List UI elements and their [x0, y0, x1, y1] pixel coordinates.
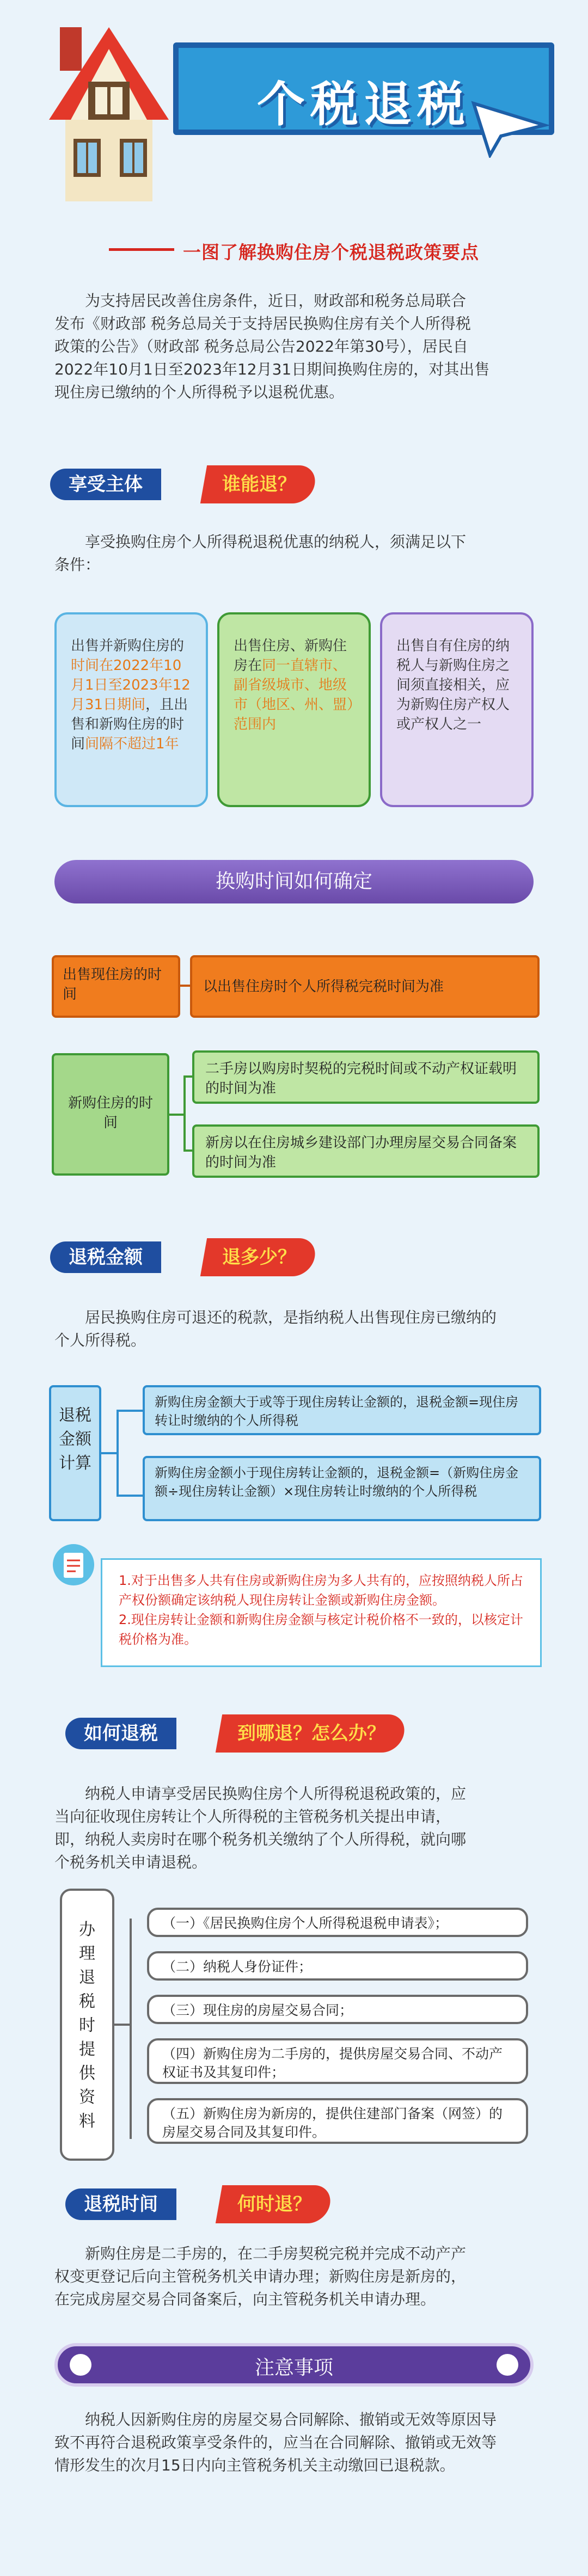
section1-intro-line: 条件：	[54, 556, 101, 574]
section-tag-right: 到哪退？怎么办？	[216, 1714, 407, 1753]
condition-card-time	[54, 612, 208, 807]
note-item: 1.对于出售多人共有住房或新购住房为多人共有的，应按照纳税人所占产权份额确定该纳税人现住房转让金额或新购住房金额。	[119, 1573, 523, 1608]
section4-intro-line: 纳税人申请享受居民换购住房个人所得税退税政策的，应	[85, 1785, 467, 1803]
section5-line: 权变更登记后向主管税务机关申请办理；新购住房是新房的，	[54, 2267, 467, 2285]
section-tag-how	[65, 1714, 479, 1753]
notice-bar	[54, 2343, 534, 2387]
section5-line: 在完成房屋交易合同备案后，向主管税务机关申请办理。	[54, 2290, 436, 2308]
section3-intro-line: 个人所得税。	[54, 1331, 146, 1349]
section4-intro-line: 个税务机关申请退税。	[54, 1853, 207, 1871]
section-tag-right: 退多少？	[200, 1238, 318, 1276]
intro-line: 为支持居民改善住房条件，近日，财政部和税务总局联合	[85, 292, 467, 310]
subtitle-divider	[109, 248, 174, 251]
subtitle: 一图了解换购住房个税退税政策要点	[183, 242, 479, 263]
intro-paragraph	[54, 290, 534, 404]
house-icon	[44, 16, 174, 201]
notepad-icon	[52, 1543, 95, 1587]
section6-line: 情形发生的次月15日内向主管税务机关主动缴回已退税款。	[54, 2456, 455, 2474]
section-tag-left: 退税金额	[50, 1241, 161, 1273]
intro-line: 发布《财政部 税务总局关于支持居民换购住房有关个人所得税	[54, 315, 471, 333]
connector	[169, 1114, 185, 1116]
section-tag-when	[65, 2185, 370, 2223]
sold-house-time-desc: 以出售住房时个人所得税完税时间为准	[190, 955, 540, 1018]
connector	[183, 1075, 186, 1152]
notes-box	[101, 1558, 542, 1667]
intro-line: 2022年10月1日至2023年12月31日期间换购住房的，对其出售	[54, 360, 490, 378]
condition-highlight: 间隔不超过1年	[85, 736, 179, 752]
subtitle-row	[109, 238, 555, 263]
section1-intro-line: 享受换购住房个人所得税退税优惠的纳税人，须满足以下	[85, 533, 467, 551]
section-tag-left: 如何退税	[65, 1718, 176, 1749]
calc-case-less: 新购住房金额小于现住房转让金额的，退税金额=（新购住房金额÷现住房转让金额）×现住房转让时缴纳的个人所得税	[143, 1456, 541, 1521]
connector	[130, 1919, 132, 2139]
pointing-hand-icon	[468, 93, 550, 158]
calc-label: 退税金额计算	[49, 1385, 101, 1521]
connector	[101, 1452, 118, 1454]
new-house-time-label: 新购住房的时间	[52, 1053, 169, 1176]
condition-text: 出售自有住房的纳税人与新购住房之间须直接相关，应为新购住房产权人或产权人之一	[396, 638, 510, 733]
section6-line: 致不再符合退税政策享受条件的，应当在合同解除、撤销或无效等	[54, 2433, 497, 2451]
connector	[117, 1495, 143, 1497]
material-item: （三）现住房的房屋交易合同；	[147, 1995, 528, 2024]
new-house-new-desc: 新房以在住房城乡建设部门办理房屋交易合同备案的时间为准	[192, 1124, 540, 1178]
section3-intro-line: 居民换购住房可退还的税款，是指纳税人出售现住房已缴纳的	[85, 1308, 497, 1326]
time-determination-bar: 换购时间如何确定	[54, 860, 534, 903]
condition-highlight: 同一直辖市、副省级城市、地级市（地区、州、盟）范围内	[234, 657, 354, 733]
section-tag-right: 谁能退？	[200, 465, 318, 503]
hero-banner	[0, 0, 588, 229]
section3-intro	[54, 1306, 534, 1352]
section5-line: 新购住房是二手房的，在二手房契税完税并完成不动产产	[85, 2245, 467, 2263]
section-tag-amount	[50, 1238, 355, 1276]
condition-card-location	[217, 612, 371, 807]
intro-line: 现住房已缴纳的个人所得税予以退税优惠。	[54, 383, 345, 401]
sold-house-time-label: 出售现住房的时间	[52, 955, 180, 1018]
connector	[114, 2024, 131, 2026]
material-item: （四）新购住房为二手房的，提供房屋交易合同、不动产权证书及其复印件；	[147, 2038, 528, 2084]
section-tag-subject	[50, 465, 355, 503]
section6-line: 纳税人因新购住房的房屋交易合同解除、撤销或无效等原因导	[85, 2411, 497, 2429]
connector	[117, 1410, 119, 1497]
notice-bar-title: 注意事项	[254, 2357, 333, 2379]
condition-card-owner	[380, 612, 534, 807]
condition-text: 出售并新购住房的	[71, 638, 185, 654]
section-tag-right: 何时退？	[216, 2185, 333, 2223]
section5-text	[54, 2242, 534, 2311]
section4-intro-line: 当向征收现住房转让个人所得税的主管税务机关提出申请，	[54, 1807, 451, 1825]
material-item: （一）《居民换购住房个人所得税退税申请表》；	[147, 1908, 528, 1937]
condition-highlight: 时间在2022年10月1日至2023年12月31日期间	[71, 657, 191, 713]
section-tag-left: 享受主体	[50, 469, 161, 500]
condition-text: 出售住房、新购住房在	[234, 638, 347, 674]
connector	[183, 1075, 192, 1078]
intro-line: 政策的公告》（财政部 税务总局公告2022年第30号），居民自	[54, 337, 468, 355]
section6-text	[54, 2408, 534, 2477]
condition-text: ，且出售和新购住房的时间	[71, 697, 188, 752]
materials-label: 办理退税时提供资料	[60, 1889, 114, 2161]
bar-dot-right	[497, 2354, 518, 2376]
material-item: （五）新购住房为新房的，提供住建部门备案（网签）的房屋交易合同及其复印件。	[147, 2098, 528, 2144]
note-item: 2.现住房转让金额和新购住房金额与核定计税价格不一致的，以核定计税价格为准。	[119, 1612, 523, 1647]
connector	[117, 1410, 143, 1412]
connector	[183, 1149, 192, 1152]
page-title: 个税退税	[256, 76, 470, 132]
bar-dot-left	[70, 2354, 91, 2376]
calc-case-greater: 新购住房金额大于或等于现住房转让金额的，退税金额=现住房转让时缴纳的个人所得税	[143, 1385, 541, 1435]
connector	[180, 985, 190, 987]
section4-intro	[54, 1782, 534, 1874]
material-item: （二）纳税人身份证件；	[147, 1951, 528, 1981]
section4-intro-line: 即，纳税人卖房时在哪个税务机关缴纳了个人所得税，就向哪	[54, 1830, 467, 1848]
section-tag-left: 退税时间	[65, 2188, 176, 2220]
section1-intro	[54, 531, 534, 576]
new-house-secondhand-desc: 二手房以购房时契税的完税时间或不动产权证载明的时间为准	[192, 1050, 540, 1104]
